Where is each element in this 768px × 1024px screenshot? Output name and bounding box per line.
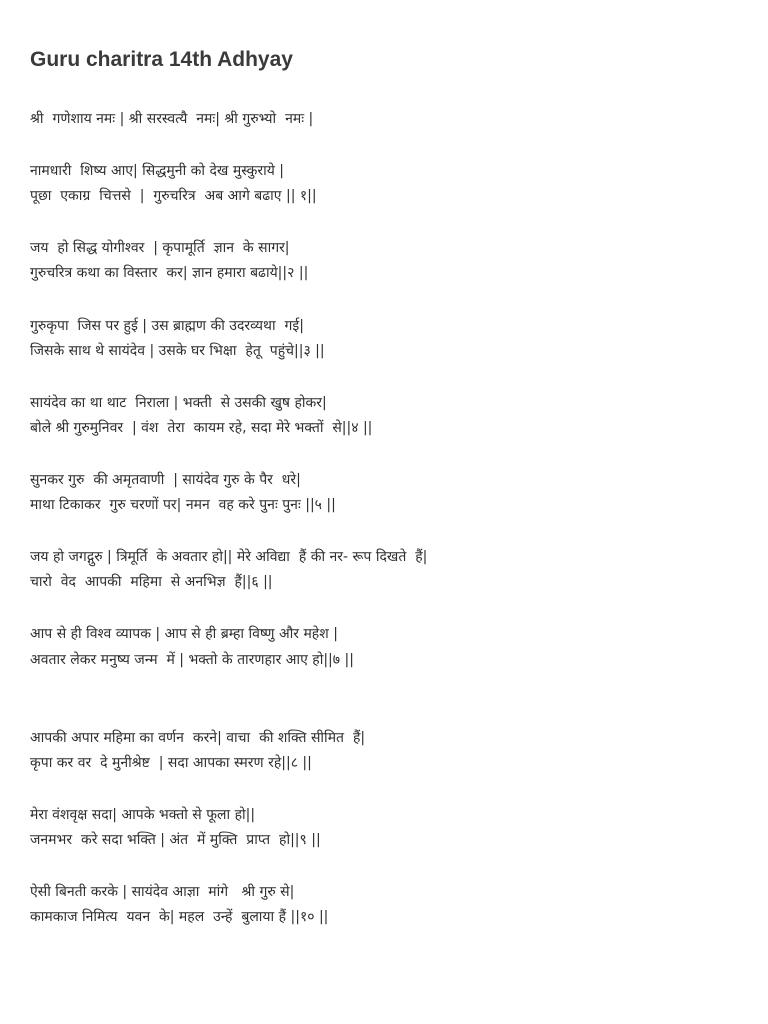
verse-line-3b: जिसके साथ थे सायंदेव | उसके घर भिक्षा हेतू पहुंचे||३ || xyxy=(30,343,325,359)
verse-line-2a: जय हो सिद्ध योगीश्वर | कृपामूर्ति ज्ञान के सागर| xyxy=(30,240,290,256)
verse-line-9b: जनमभर करे सदा भक्ति | अंत में मुक्ति प्राप्त हो||९ || xyxy=(30,832,321,848)
verse-line-10a: ऐसी बिनती करके | सायंदेव आज्ञा मांगे श्री गुरु से| xyxy=(30,884,295,900)
verse-line-8a: आपकी अपार महिमा का वर्णन करने| वाचा की शक्ति सीमित हैं| xyxy=(30,730,366,746)
verse-line-invocation: श्री गणेशाय नमः | श्री सरस्वत्यै नमः| श्री गुरुभ्यो नमः | xyxy=(30,111,314,127)
verse-line-9a: मेरा वंशवृक्ष सदा| आपके भक्तो से फूला हो|| xyxy=(30,807,256,823)
verse-line-2b: गुरुचरित्र कथा का विस्तार कर| ज्ञान हमारा बढाये||२ || xyxy=(30,265,309,281)
verse-line-7b: अवतार लेकर मनुष्य जन्म में | भक्तो के तारणहार आए हो||७ || xyxy=(30,652,354,668)
verse-line-1a: नामधारी शिष्य आए| सिद्धमुनी को देख मुस्कुराये | xyxy=(30,163,285,179)
document-title: Guru charitra 14th Adhyay xyxy=(30,48,293,71)
verse-line-1b: पूछा एकाग्र चित्तसे | गुरुचरित्र अब आगे बढाए || १|| xyxy=(30,188,317,204)
verse-line-7a: आप से ही विश्व व्यापक | आप से ही ब्रम्हा विष्णु और महेश | xyxy=(30,626,338,642)
verse-line-5a: सुनकर गुरु की अमृतवाणी | सायंदेव गुरु के पैर धरे| xyxy=(30,472,301,488)
verse-line-5b: माथा टिकाकर गुरु चरणों पर| नमन वह करे पुनः पुनः ||५ || xyxy=(30,497,336,513)
verse-line-4a: सायंदेव का था थाट निराला | भक्ती से उसकी खुष होकर| xyxy=(30,395,327,411)
verse-line-6b: चारो वेद आपकी महिमा से अनभिज्ञ हैं||६ || xyxy=(30,574,273,590)
verse-line-10b: कामकाज निमित्य यवन के| महल उन्हें बुलाया हैं ||१० || xyxy=(30,909,329,925)
verse-line-8b: कृपा कर वर दे मुनीश्रेष्ट | सदा आपका स्मरण रहे||८ || xyxy=(30,755,312,771)
verse-line-6a: जय हो जगद्गुरु | त्रिमूर्ति के अवतार हो|| मेरे अविद्या हैं की नर- रूप दिखते हैं| xyxy=(30,549,428,565)
verse-line-3a: गुरुकृपा जिस पर हुई | उस ब्राह्मण की उदरव्यथा गई| xyxy=(30,318,304,334)
verse-line-4b: बोले श्री गुरुमुनिवर | वंश तेरा कायम रहे, सदा मेरे भक्तों से||४ || xyxy=(30,420,373,436)
